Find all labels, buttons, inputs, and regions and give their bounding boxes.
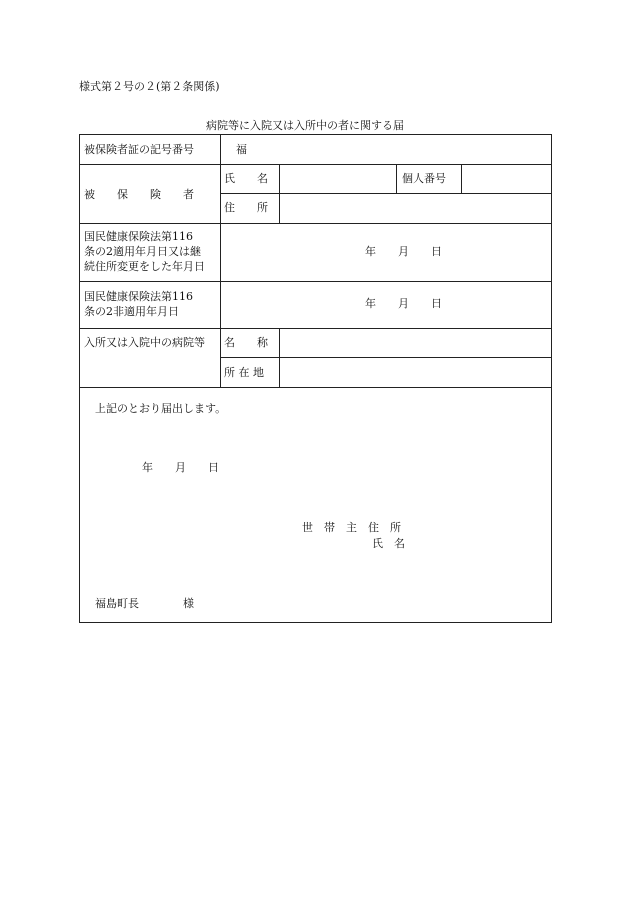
apply-date-label-line3: 続住所変更をした年月日 bbox=[84, 260, 205, 273]
address-label: 住 所 bbox=[224, 201, 268, 214]
addressee: 福島町長 様 bbox=[95, 597, 194, 610]
apply-date-label-line2: 条の2適用年月日又は継 bbox=[84, 245, 201, 258]
insurance-number-label: 被保険者証の記号番号 bbox=[84, 143, 194, 156]
form-number: 様式第２号の２(第２条関係) bbox=[79, 80, 220, 93]
apply-date-value: 年 月 日 bbox=[365, 245, 442, 258]
householder-name-label: 氏 名 bbox=[372, 537, 405, 550]
declaration-date: 年 月 日 bbox=[142, 461, 219, 474]
personal-number-label: 個人番号 bbox=[402, 172, 446, 185]
hospital-name-label: 名 称 bbox=[224, 336, 268, 349]
name-label: 氏 名 bbox=[224, 172, 268, 185]
form-table bbox=[79, 134, 552, 623]
declaration-statement: 上記のとおり届出します。 bbox=[95, 402, 227, 415]
nonapply-date-label-line2: 条の2非適用年月日 bbox=[84, 305, 179, 318]
nonapply-date-label-line1: 国民健康保険法第116 bbox=[84, 290, 193, 303]
form-title: 病院等に入院又は入所中の者に関する届 bbox=[206, 119, 404, 132]
apply-date-label-line1: 国民健康保険法第116 bbox=[84, 230, 193, 243]
insurance-number-value: 福 bbox=[236, 143, 247, 156]
nonapply-date-value: 年 月 日 bbox=[365, 297, 442, 310]
hospital-location-label: 所 在 地 bbox=[224, 366, 264, 379]
householder-address-label: 世 帯 主 住 所 bbox=[302, 521, 401, 534]
hospital-label: 入所又は入院中の病院等 bbox=[84, 336, 205, 349]
insured-label: 被 保 険 者 bbox=[84, 188, 194, 201]
